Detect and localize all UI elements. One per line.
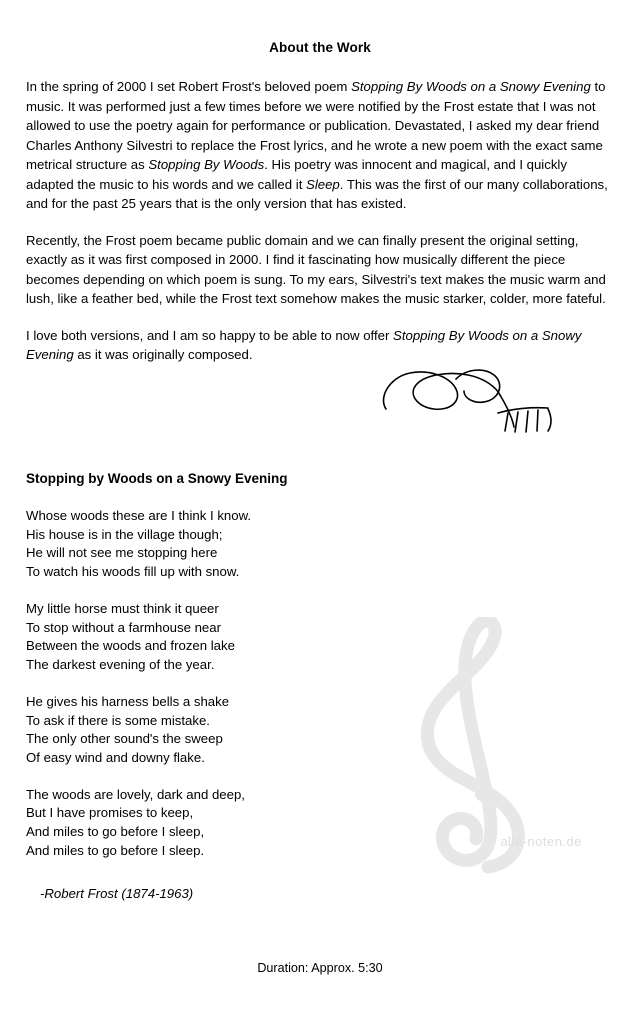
text-run: as it was originally composed. <box>73 347 253 363</box>
poem-line: He will not see me stopping here <box>26 545 218 561</box>
work-title-italic: Stopping By Woods on a Snowy Evening <box>26 327 582 363</box>
work-title-italic: Stopping By Woods <box>148 157 265 173</box>
text-run: . This was the first of our many collaborations, and for the past 25 years that is the only version that has existed. <box>26 176 608 212</box>
stanza <box>26 693 614 768</box>
poem-line: The woods are lovely, dark and deep, <box>26 786 245 802</box>
poem-line: But I have promises to keep, <box>26 805 194 821</box>
poem-line: To stop without a farmhouse near <box>26 619 221 635</box>
handwritten-signature <box>372 361 562 445</box>
poem-line: To watch his woods fill up with snow. <box>26 564 240 580</box>
poem-line: And miles to go before I sleep, <box>26 824 205 840</box>
poem-line: His house is in the village though; <box>26 526 223 542</box>
work-title-italic: Sleep <box>306 176 340 192</box>
text-run: I love both versions, and I am so happy to be able to now offer <box>26 327 394 343</box>
text-run: to music. It was performed just a few times before we were notified by the Frost estate that I was not allowed to use the poetry again for performance or publication. Devastated, I asked my dear friend Charles Anthony Silvestri to replace the Frost lyrics, and he wrote a new poem with the exact same metrical structure as <box>26 79 606 173</box>
poem-line: Of easy wind and downy flake. <box>26 749 205 765</box>
poem-line: Between the woods and frozen lake <box>26 638 235 654</box>
poem-line: He gives his harness bells a shake <box>26 693 230 709</box>
poem-line: To ask if there is some mistake. <box>26 712 210 728</box>
poem-line: Whose woods these are I think I know. <box>26 507 252 523</box>
poem-body <box>26 507 614 903</box>
poem-line: The only other sound's the sweep <box>26 731 223 747</box>
signature-area <box>26 367 614 453</box>
paragraph-2 <box>26 231 614 309</box>
duration-footer: Duration: Approx. 5:30 <box>257 961 383 975</box>
poem-title: Stopping by Woods on a Snowy Evening <box>26 470 288 486</box>
text-run: Recently, the Frost poem became public domain and we can finally present the original setting, exactly as it was first composed in 2000. I find it fascinating how musically different the piece becomes depending on which poem is sung. To my ears, Silvestri's text makes the music warm and lush, like a feather bed, while the Frost text somehow makes the music starker, colder, more fateful. <box>26 232 606 307</box>
poem-attribution: -Robert Frost (1874-1963) <box>40 885 194 901</box>
text-run: In the spring of 2000 I set Robert Frost's beloved poem <box>26 79 352 94</box>
poem-line: And miles to go before I sleep. <box>26 842 205 858</box>
text-run: . His poetry was innocent and magical, and I quickly adapted the music to his words and we called it <box>26 157 567 192</box>
poem-line: My little horse must think it queer <box>26 600 219 616</box>
watermark-text: alle-noten.de <box>500 834 582 849</box>
document-page <box>0 40 640 1017</box>
paragraph-3 <box>26 326 614 365</box>
stanza <box>26 786 614 861</box>
stanza <box>26 507 614 582</box>
poem-line: The darkest evening of the year. <box>26 657 215 673</box>
work-title-italic: Stopping By Woods on a Snowy Evening <box>351 79 591 94</box>
stanza <box>26 600 614 675</box>
page-title: About the Work <box>269 40 371 55</box>
about-the-work-body <box>26 77 614 365</box>
paragraph-1 <box>26 77 614 214</box>
